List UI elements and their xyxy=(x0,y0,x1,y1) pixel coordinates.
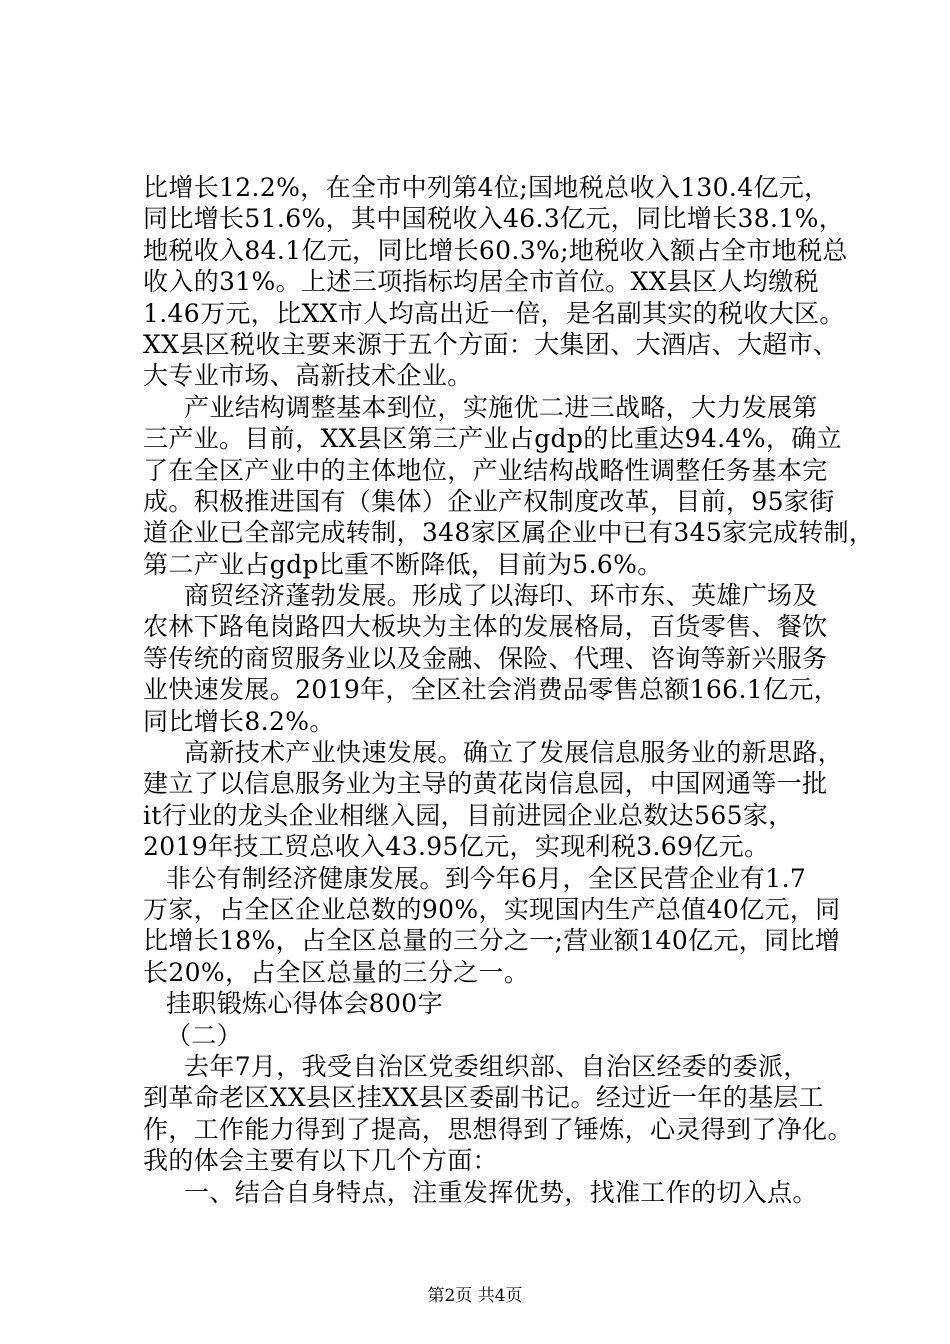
document-body xyxy=(143,172,875,1208)
text-line: 大专业市场、高新技术企业。 xyxy=(143,361,473,391)
text-line: 万家，占全区企业总数的90%，实现国内生产总值40亿元，同 xyxy=(143,894,841,924)
text-line: it行业的龙头企业相继入园，目前进园企业总数达565家， xyxy=(143,800,794,830)
text-line: 比增长12.2%，在全市中列第4位;国地税总收入130.4亿元， xyxy=(143,173,830,202)
text-line: 了在全区产业中的主体地位，产业结构战略性调整任务基本完 xyxy=(143,455,828,485)
paragraph-start-line: 高新技术产业快速发展。确立了发展信息服务业的新思路， xyxy=(184,738,844,768)
paragraph-start-line: 商贸经济蓬勃发展。形成了以海印、环市东、英雄广场及 xyxy=(184,581,818,611)
text-line: 同比增长51.6%，其中国税收入46.3亿元，同比增长38.1%， xyxy=(143,204,845,234)
text-line: 同比增长8.2%。 xyxy=(143,706,335,736)
text-line: 收入的31%。上述三项指标均居全市首位。XX县区人均缴税 xyxy=(143,267,819,297)
paragraph-start-line: 产业结构调整基本到位，实施优二进三战略，大力发展第 xyxy=(184,392,818,422)
text-line: 2019年技工贸总收入43.95亿元，实现利税3.69亿元。 xyxy=(143,832,770,862)
text-line: 比增长18%，占全区总量的三分之一;营业额140亿元，同比增 xyxy=(143,926,841,956)
text-line: 作，工作能力得到了提高，思想得到了锤炼，心灵得到了净化。 xyxy=(143,1114,853,1144)
text-line: 道企业已全部完成转制，348家区属企业中已有345家完成转制， xyxy=(143,518,875,548)
page-number-footer: 第2页 共4页 xyxy=(427,1286,523,1306)
text-line: XX县区税收主要来源于五个方面：大集团、大酒店、大超市、 xyxy=(143,329,839,359)
text-line: 农林下路龟岗路四大板块为主体的发展格局，百货零售、餐饮 xyxy=(143,612,828,642)
text-line: 等传统的商贸服务业以及金融、保险、代理、咨询等新兴服务 xyxy=(143,643,828,673)
text-line: 业快速发展。2019年，全区社会消费品零售总额166.1亿元， xyxy=(143,675,840,705)
section-number: （二） xyxy=(166,1020,243,1050)
text-line: 1.46万元，比XX市人均高出近一倍，是名副其实的税收大区。 xyxy=(143,298,845,328)
text-line: 三产业。目前，XX县区第三产业占gdp的比重达94.4%，确立 xyxy=(143,424,842,454)
text-line: 建立了以信息服务业为主导的黄花岗信息园，中国网通等一批 xyxy=(143,769,828,799)
text-line: 地税收入84.1亿元，同比增长60.3%;地税收入额占全市地税总 xyxy=(143,235,848,265)
paragraph-start-line: 一、结合自身特点，注重发挥优势，找准工作的切入点。 xyxy=(184,1177,818,1207)
text-line: 我的体会主要有以下几个方面： xyxy=(143,1146,498,1176)
text-line: 到革命老区XX县区挂XX县区委副书记。经过近一年的基层工 xyxy=(143,1083,824,1113)
text-line: 成。积极推进国有（集体）企业产权制度改革，目前，95家街 xyxy=(143,486,835,516)
text-line: 长20%，占全区总量的三分之一。 xyxy=(143,957,530,987)
paragraph-start-line: 非公有制经济健康发展。到今年6月，全区民营企业有1.7 xyxy=(166,863,807,893)
text-line: 第二产业占gdp比重不断降低，目前为5.6%。 xyxy=(143,549,663,579)
section-heading: 挂职锻炼心得体会800字 xyxy=(166,989,443,1019)
paragraph-start-line: 去年7月，我受自治区党委组织部、自治区经委的委派， xyxy=(184,1051,809,1081)
